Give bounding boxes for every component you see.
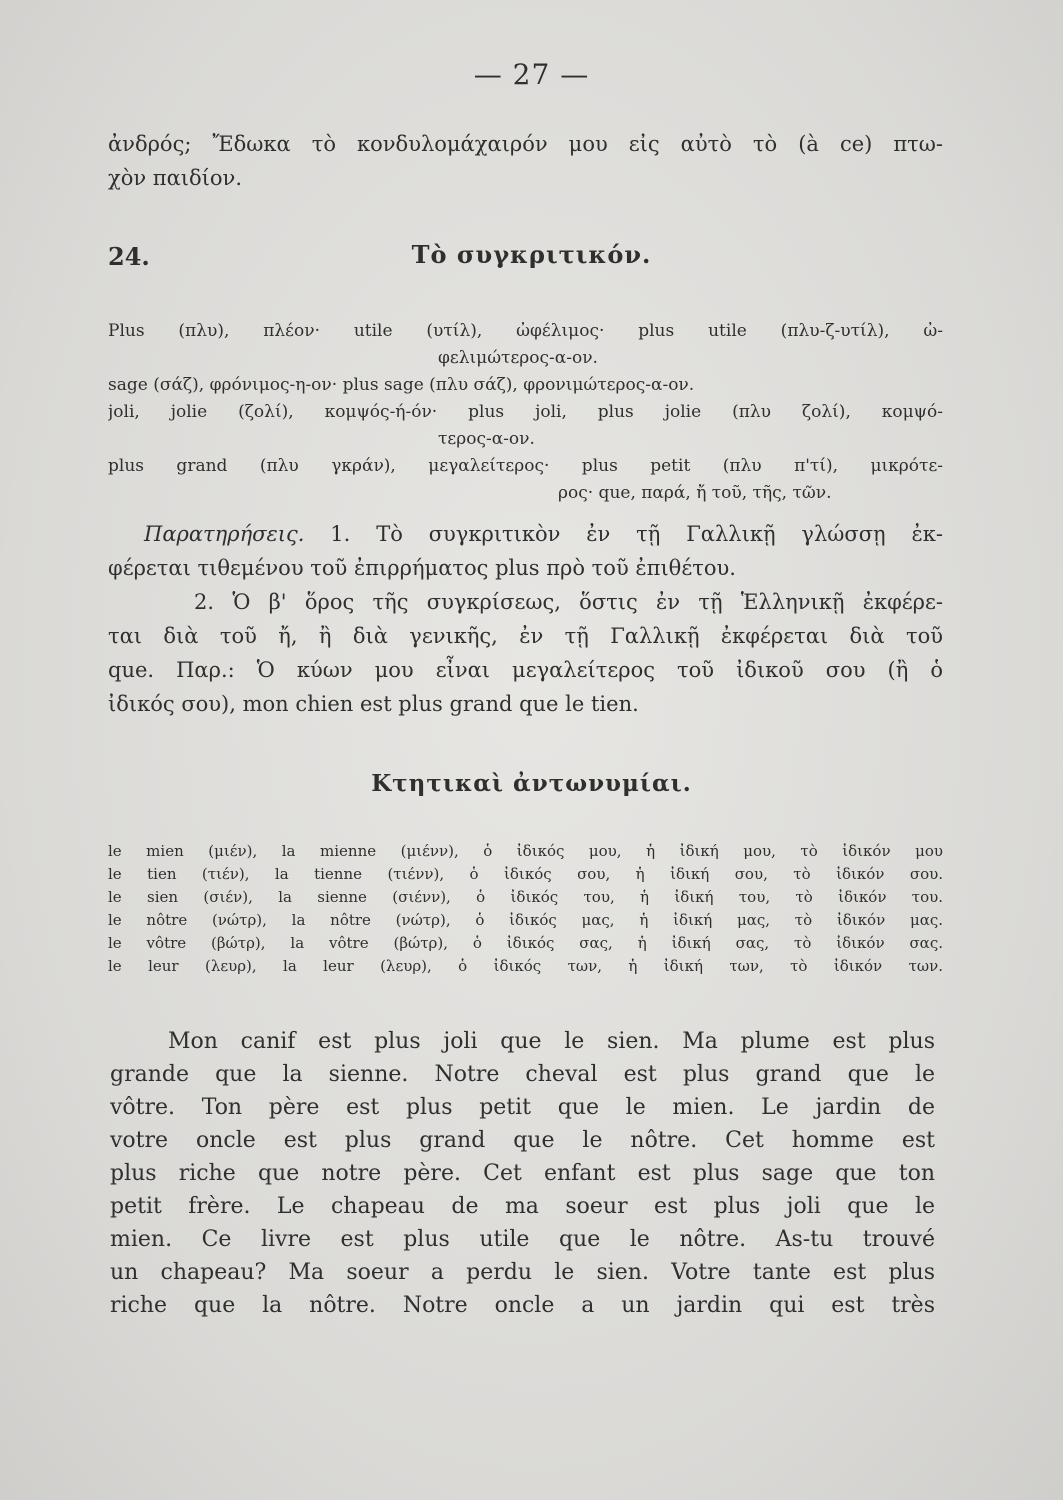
observations	[108, 517, 943, 721]
text-line: que. Παρ.: Ὁ κύων μου εἶναι μεγαλείτερος τοῦ ἰδικοῦ σου (ἢ ὁ	[108, 658, 943, 682]
text-line: Mon canif est plus joli que le sien. Ma plume est plus	[168, 1029, 935, 1054]
text-line: le vôtre (βώτρ), la vôtre (βώτρ), ὁ ἰδικός σας, ἡ ἰδική σας, τὸ ἰδικόν σας.	[108, 934, 943, 952]
text-line: 2. Ὁ β' ὅρος τῆς συγκρίσεως, ὅστις ἐν τῇ Ἑλληνικῇ ἐκφέρε-	[194, 590, 943, 614]
section-number: 24.	[108, 242, 150, 271]
text-line: ται διὰ τοῦ ἤ, ἢ διὰ γενικῆς, ἐν τῇ Γαλλικῇ ἐκφέρεται διὰ τοῦ	[108, 624, 943, 648]
text-line: ἀνδρός; Ἔδωκα τὸ κονδυλομάχαιρόν μου εἰς αὐτὸ τὸ (à ce) πτω-	[108, 132, 943, 156]
text-line: Plus (πλυ), πλέον· utile (υτίλ), ὠφέλιμος· plus utile (πλυ-ζ-υτίλ), ὠ-	[108, 321, 943, 341]
text-line: le sien (σιέν), la sienne (σιένν), ὁ ἰδικός του, ἡ ἰδική του, τὸ ἰδικόν του.	[108, 888, 943, 906]
exercise-paragraph	[110, 1025, 935, 1322]
text-line: mien. Ce livre est plus utile que le nôtre. As-tu trouvé	[110, 1227, 935, 1252]
comparative-forms	[108, 318, 943, 507]
text-line: φέρεται τιθεμένου τοῦ ἐπιρρήματος plus πρὸ τοῦ ἐπιθέτου.	[108, 556, 736, 580]
text-line: votre oncle est plus grand que le nôtre. Cet homme est	[110, 1128, 935, 1153]
text-line: riche que la nôtre. Notre oncle a un jardin qui est très	[110, 1293, 935, 1318]
text-line	[108, 517, 943, 551]
text-line: un chapeau? Ma soeur a perdu le sien. Votre tante est plus	[110, 1260, 935, 1285]
text-line: plus grand (πλυ γκράν), μεγαλείτερος· plus petit (πλυ π'τί), μικρότε-	[108, 456, 943, 476]
text-line: grande que la sienne. Notre cheval est plus grand que le	[110, 1062, 935, 1087]
text-line: χὸν παιδίον.	[108, 166, 242, 190]
intro-paragraph	[108, 127, 943, 195]
text-line: vôtre. Ton père est plus petit que le mien. Le jardin de	[110, 1095, 935, 1120]
page-number: — 27 —	[473, 58, 590, 91]
possessive-pronouns-table	[108, 840, 943, 978]
text-line: le tien (τιέν), la tienne (τιένν), ὁ ἰδικός σου, ἡ ἰδική σου, τὸ ἰδικόν σου.	[108, 865, 943, 883]
text-line: le leur (λευρ), la leur (λευρ), ὁ ἰδικός των, ἡ ἰδική των, τὸ ἰδικόν των.	[108, 957, 943, 975]
text-line: le mien (μιέν), la mienne (μιένν), ὁ ἰδικός μου, ἡ ἰδική μου, τὸ ἰδικόν μου	[108, 842, 943, 860]
text-line: plus riche que notre père. Cet enfant est plus sage que ton	[110, 1161, 935, 1186]
section-heading-possessive: Κτητικαὶ ἀντωνυμίαι.	[371, 770, 692, 797]
text-line: petit frère. Le chapeau de ma soeur est plus joli que le	[110, 1194, 935, 1219]
observation-1-start: 1. Τὸ συγκριτικὸν ἐν τῇ Γαλλικῇ γλώσσῃ ἐκ-	[330, 522, 943, 546]
observations-label: Παρατηρήσεις.	[144, 522, 305, 546]
text-line: le nôtre (νώτρ), la nôtre (νώτρ), ὁ ἰδικός μας, ἡ ἰδική μας, τὸ ἰδικόν μας.	[108, 911, 943, 929]
text-line: ἰδικός σου), mon chien est plus grand que le tien.	[108, 692, 639, 716]
text-line: joli, jolie (ζολί), κομψός-ή-όν· plus joli, plus jolie (πλυ ζολί), κομψό-	[108, 402, 943, 422]
text-line: φελιμώτερος-α-ον.	[438, 348, 598, 368]
text-line: τερος-α-ον.	[438, 429, 535, 449]
section-heading-comparative: Τὸ συγκριτικόν.	[411, 240, 652, 269]
text-line: sage (σάζ), φρόνιμος-η-ον· plus sage (πλυ σάζ), φρονιμώτερος-α-ον.	[108, 375, 695, 395]
text-line: ρος· que, παρά, ἤ τοῦ, τῆς, τῶν.	[558, 483, 832, 503]
